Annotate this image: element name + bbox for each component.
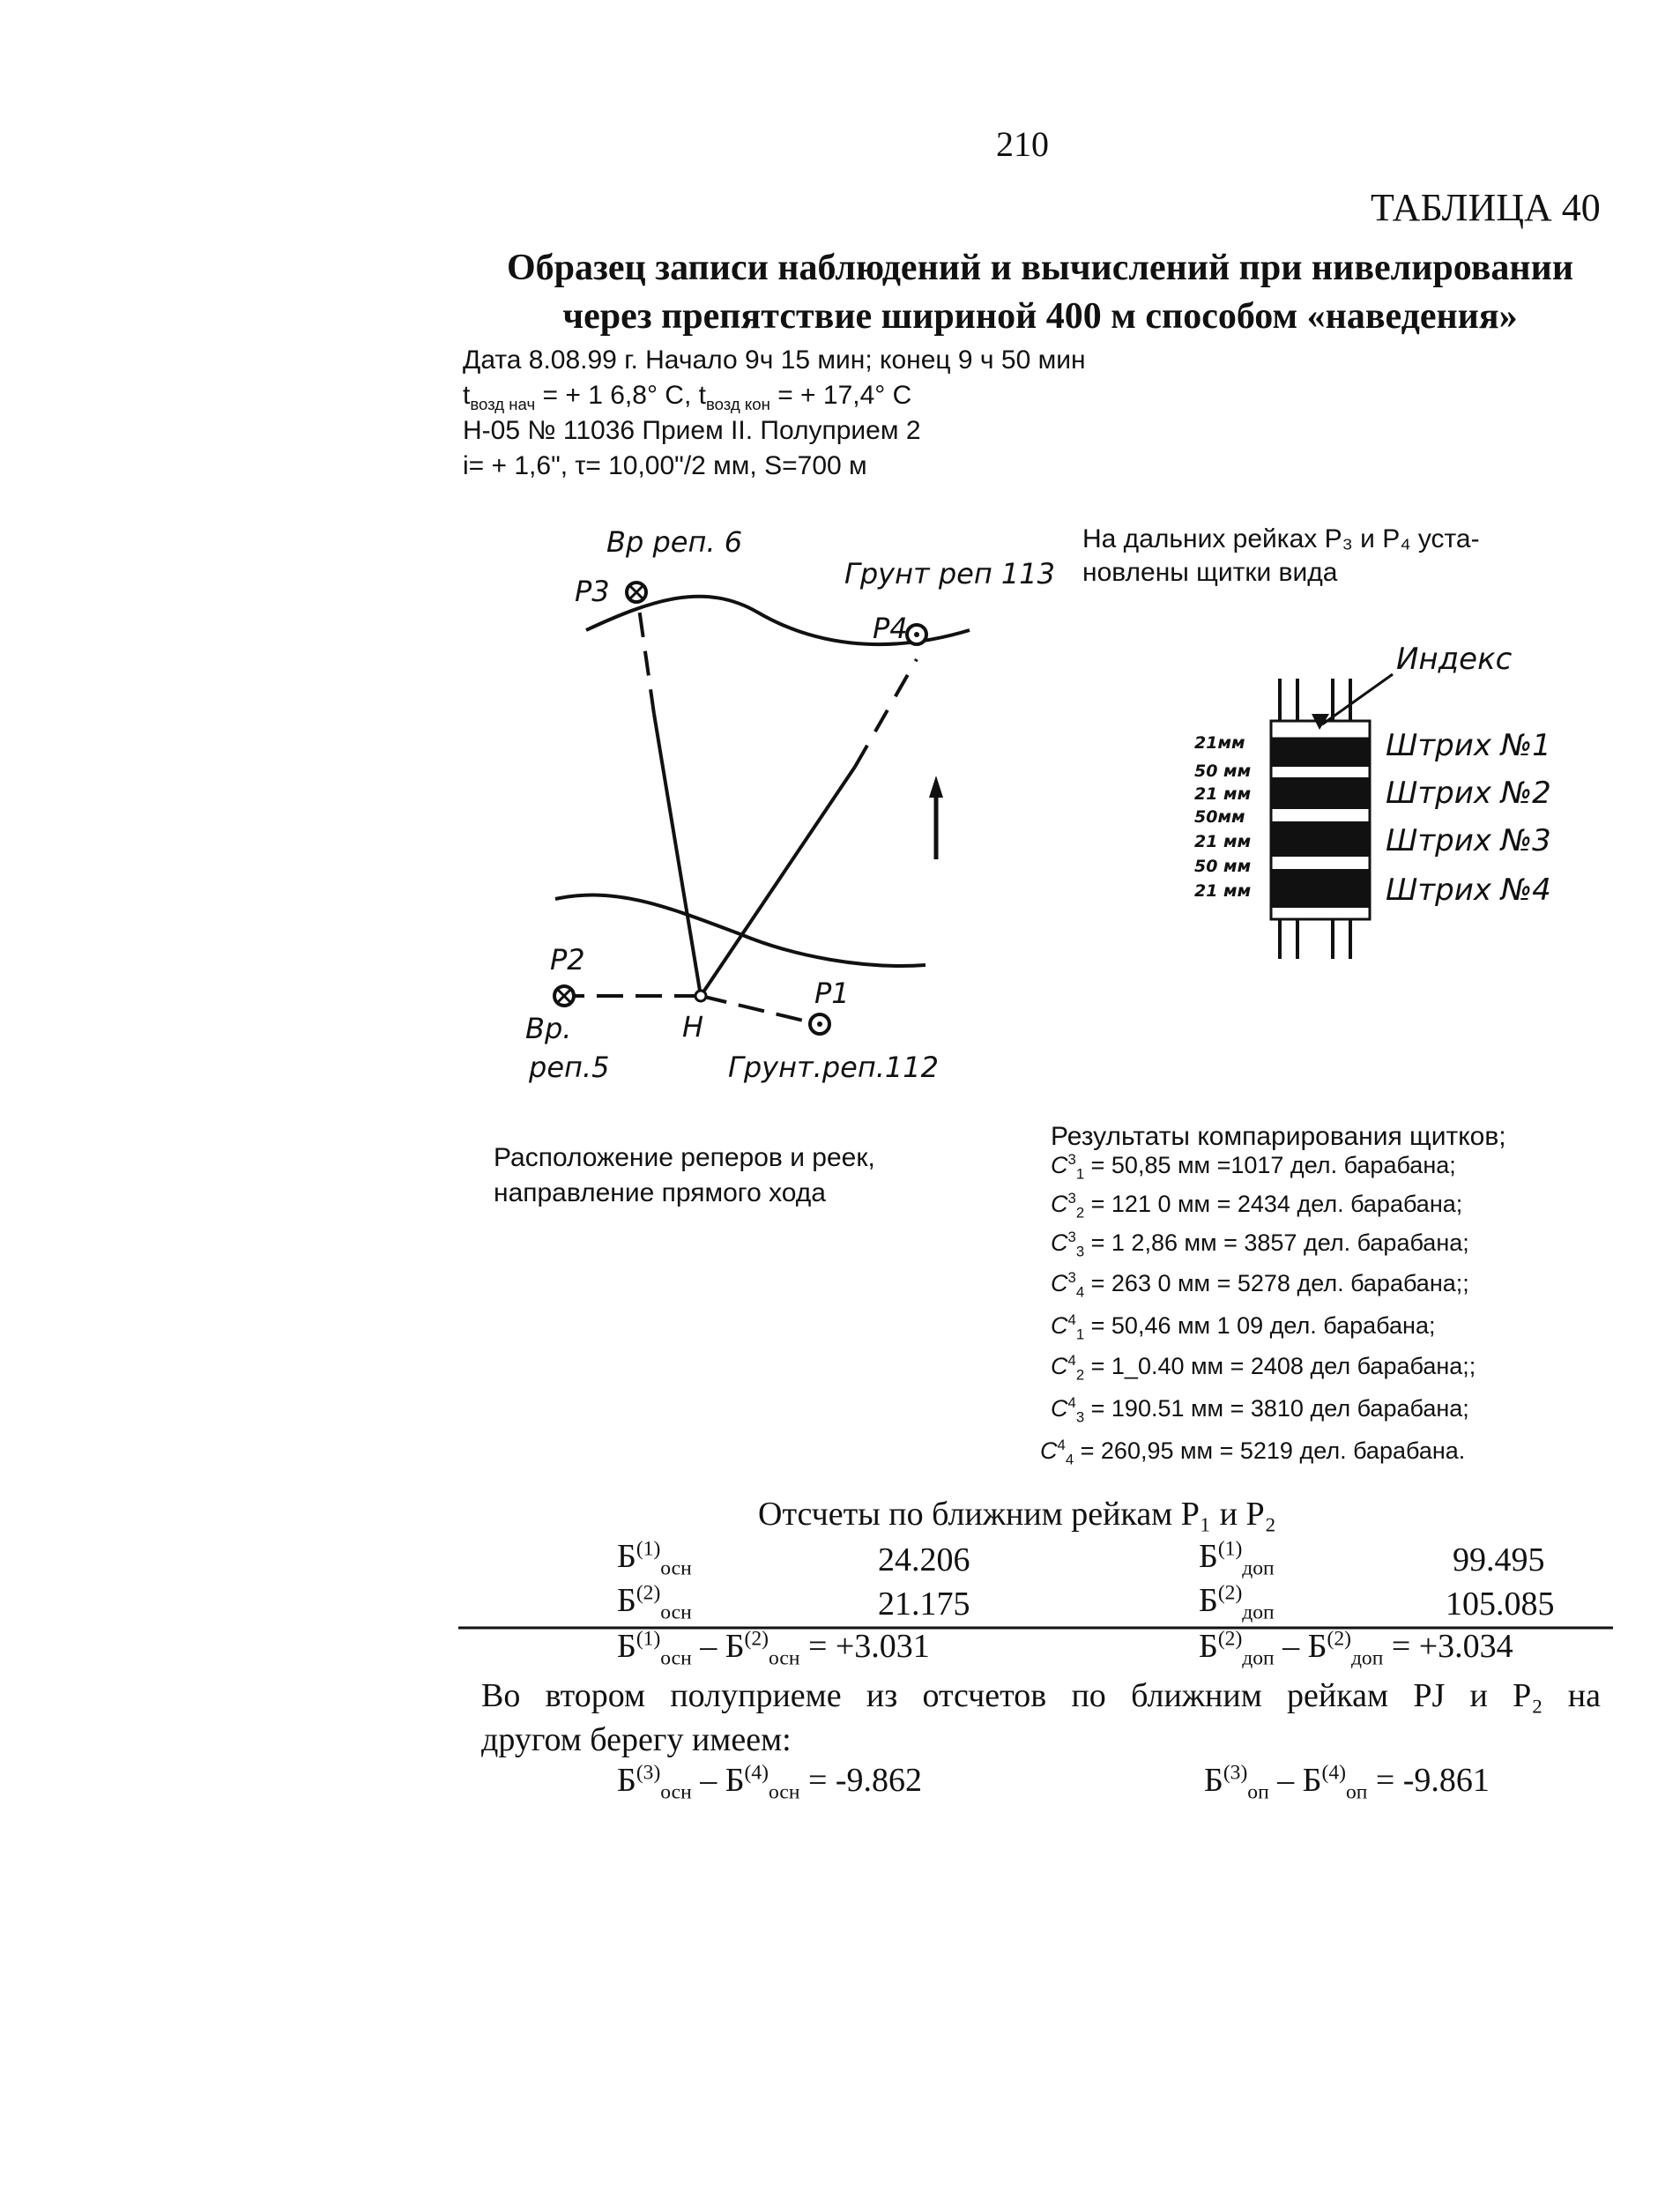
result-sup: 4 xyxy=(1067,1352,1076,1369)
result-line-7: $C^4_3 = 190.51$ мм = 3810 дел барабана; xyxy=(1051,1394,1469,1426)
readings-title: Отсчеты по ближним рейкам P₁ и P₂ xyxy=(758,1496,1276,1533)
layout-caption-line-1: Расположение реперов и реек, xyxy=(494,1143,875,1172)
diff-dop-value: = +3.034 xyxy=(1391,1628,1513,1665)
result-sub: 2 xyxy=(1075,1204,1085,1222)
result-line-3: $C^3_3 = 1$ 2,86 мм = 3857 дел. барабана; xyxy=(1051,1229,1469,1260)
shield-dim-4: 50мм xyxy=(1194,807,1245,827)
meta-line-1: Дата 8.08.99 г. Начало 9ч 15 мин; конец 9 ч 50 мин xyxy=(463,345,1086,375)
shield-dim-7: 21 мм xyxy=(1194,881,1252,901)
result-line-1: $C^3_1 = 50,85$ мм =1017 дел. барабана; xyxy=(1051,1151,1456,1183)
result-sub: 1 xyxy=(1075,1326,1085,1343)
sight-line-h-p4-dashed xyxy=(855,659,917,767)
label-rep5: реп.5 xyxy=(529,1051,610,1084)
value-b2-osn: 21.175 xyxy=(878,1586,970,1623)
label-grunt-rep113: Грунт реп 113 xyxy=(844,557,1055,590)
shield-index-label: Индекс xyxy=(1396,642,1513,677)
shield-intro-line-1: На дальних рейках P₃ и P₄ уста- xyxy=(1082,524,1480,553)
result-sup: 4 xyxy=(1067,1311,1076,1328)
result-text: = 1 2,86 мм = 3857 дел. барабана; xyxy=(1090,1229,1469,1256)
shield-dim-1: 21мм xyxy=(1194,733,1245,753)
result-sub: 4 xyxy=(1065,1451,1074,1468)
instrument-station-h xyxy=(695,991,706,1001)
result-text: = 50,46 мм 1 09 дел. барабана; xyxy=(1090,1312,1436,1339)
sight-line-h-p3-dashed xyxy=(639,608,654,714)
table-label: ТАБЛИЦА 40 xyxy=(1371,186,1601,229)
t-start-sub: возд нач xyxy=(470,395,536,413)
result-sup: 4 xyxy=(1067,1394,1076,1411)
result-sub: 2 xyxy=(1075,1366,1085,1384)
diff-osn: $Б^{(1)}_{осн} - Б^{(2)}_{осн} = +3.031$ xyxy=(617,1627,930,1670)
title-line-1: Образец записи наблюдений и вычислений при нивелировании xyxy=(506,248,1574,288)
page-number: 210 xyxy=(996,124,1049,164)
second-diff-osn-value: = -9.862 xyxy=(807,1762,923,1799)
result-line-6: $C^4_2$ = 1_0.40 мм = 2408 дел барабана;; xyxy=(1051,1352,1476,1384)
t-end-sub: возд кон xyxy=(705,395,770,413)
diff-osn-value: = +3.031 xyxy=(807,1628,930,1665)
shield-intro-line-2: новлены щитки вида xyxy=(1082,558,1338,587)
layout-caption-line-2: направление прямого хода xyxy=(494,1178,826,1207)
result-line-4: $C^3_4 = 263$ 0 мм = 5278 дел. барабана;; xyxy=(1051,1269,1469,1301)
meta-line-2: $t_{возд нач}$ = + 1 6,8° С, $t_{возд кон}$ = + 17,4° С xyxy=(463,381,912,413)
shield-dim-2: 50 мм xyxy=(1194,761,1252,781)
value-b1-osn: 24.206 xyxy=(878,1541,970,1578)
label-vr: Вр. xyxy=(525,1012,572,1045)
result-sup: 3 xyxy=(1067,1190,1076,1207)
label-b2-osn: $Б^{(2)}_{осн}$ xyxy=(617,1581,692,1624)
paragraph-line-2: другом берегу имеем: xyxy=(481,1721,792,1758)
result-line-5: $C^4_1 = 50,46$ мм 1 09 дел. барабана; xyxy=(1051,1311,1436,1343)
label-vr-rep6: Вр реп. 6 xyxy=(606,525,743,559)
result-sub: 3 xyxy=(1075,1408,1085,1426)
result-line-2: $C^3_2 = 121$ 0 мм = 2434 дел. барабана; xyxy=(1051,1190,1463,1222)
label-p3: P3 xyxy=(575,575,610,608)
result-text: = 190.51 мм = 3810 дел барабана; xyxy=(1090,1395,1469,1422)
diff-dop: $Б^{(2)}_{доп} - Б^{(2)}_{доп} = +3.034$ xyxy=(1199,1627,1513,1670)
paragraph-line-1: Во втором полуприеме из отсчетов по ближним рейкам PJ и P₂ на xyxy=(481,1677,1601,1714)
second-diff-op: $Б^{(3)}_{оп} - Б^{(4)}_{оп} = -9.861$ xyxy=(1204,1761,1490,1804)
label-h: H xyxy=(682,1010,704,1044)
shield-stroke-1: Штрих №1 xyxy=(1386,728,1551,763)
label-grunt-rep112: Грунт.реп.112 xyxy=(728,1051,939,1084)
label-b1-dop: $Б^{(1)}_{доп}$ xyxy=(1199,1537,1275,1580)
p3-benchmark-icon xyxy=(627,583,646,602)
result-sub: 1 xyxy=(1075,1165,1085,1183)
result-text: = 1_0.40 мм = 2408 дел барабана;; xyxy=(1090,1353,1476,1379)
shield-stroke-3: Штрих №3 xyxy=(1386,823,1551,858)
result-sup: 4 xyxy=(1057,1437,1066,1453)
meta-line-4: i= + 1,6", τ= 10,00"/2 мм, S=700 м xyxy=(463,451,867,480)
shield-stroke-2: Штрих №2 xyxy=(1386,776,1551,811)
label-p2: P2 xyxy=(550,943,585,977)
label-p4: P4 xyxy=(873,612,908,645)
p4-benchmark-icon xyxy=(907,625,926,644)
value-b2-dop: 105.085 xyxy=(1446,1586,1555,1623)
result-line-8: $C^4_4 = 260,95$ мм = 5219 дел. барабана. xyxy=(1040,1437,1466,1468)
t-end-value: = + 17,4° С xyxy=(777,381,912,410)
sight-line-h-p3-solid xyxy=(654,714,701,996)
results-title: Результаты компарирования щитков; xyxy=(1051,1122,1506,1151)
result-text: = 121 0 мм = 2434 дел. барабана; xyxy=(1090,1191,1463,1217)
result-sup: 3 xyxy=(1067,1269,1076,1286)
second-diff-op-value: = -9.861 xyxy=(1375,1762,1490,1799)
t-start-value: = + 1 6,8° С, xyxy=(542,381,692,410)
result-text: = 263 0 мм = 5278 дел. барабана;; xyxy=(1090,1270,1469,1296)
shield-dim-3: 21 мм xyxy=(1194,784,1252,804)
shield-dim-6: 50 мм xyxy=(1194,857,1252,876)
label-b1-osn: $Б^{(1)}_{осн}$ xyxy=(617,1537,692,1580)
result-text: = 260,95 мм = 5219 дел. барабана. xyxy=(1080,1437,1466,1464)
meta-line-3: Н-05 № 11036 Прием II. Полуприем 2 xyxy=(463,416,921,445)
second-diff-osn: $Б^{(3)}_{осн} - Б^{(4)}_{осн} = -9.862$ xyxy=(617,1761,923,1804)
p1-benchmark-icon xyxy=(810,1014,829,1034)
shield-stroke-4: Штрих №4 xyxy=(1386,873,1551,908)
label-b2-dop: $Б^{(2)}_{доп}$ xyxy=(1199,1581,1275,1624)
result-sup: 3 xyxy=(1067,1151,1076,1168)
result-text: = 50,85 мм =1017 дел. барабана; xyxy=(1090,1152,1456,1178)
result-sup: 3 xyxy=(1067,1229,1076,1245)
result-sub: 4 xyxy=(1075,1283,1085,1301)
sight-line-h-p1 xyxy=(701,996,811,1022)
near-bank-curve xyxy=(555,895,925,966)
p2-benchmark-icon xyxy=(554,986,574,1006)
result-sub: 3 xyxy=(1075,1243,1085,1260)
title-line-2: через препятствие шириной 400 м способом «наведения» xyxy=(562,296,1518,337)
label-p1: P1 xyxy=(814,977,850,1010)
value-b1-dop: 99.495 xyxy=(1453,1541,1545,1578)
shield-dim-5: 21 мм xyxy=(1194,832,1252,851)
direction-arrow-head xyxy=(929,776,943,798)
